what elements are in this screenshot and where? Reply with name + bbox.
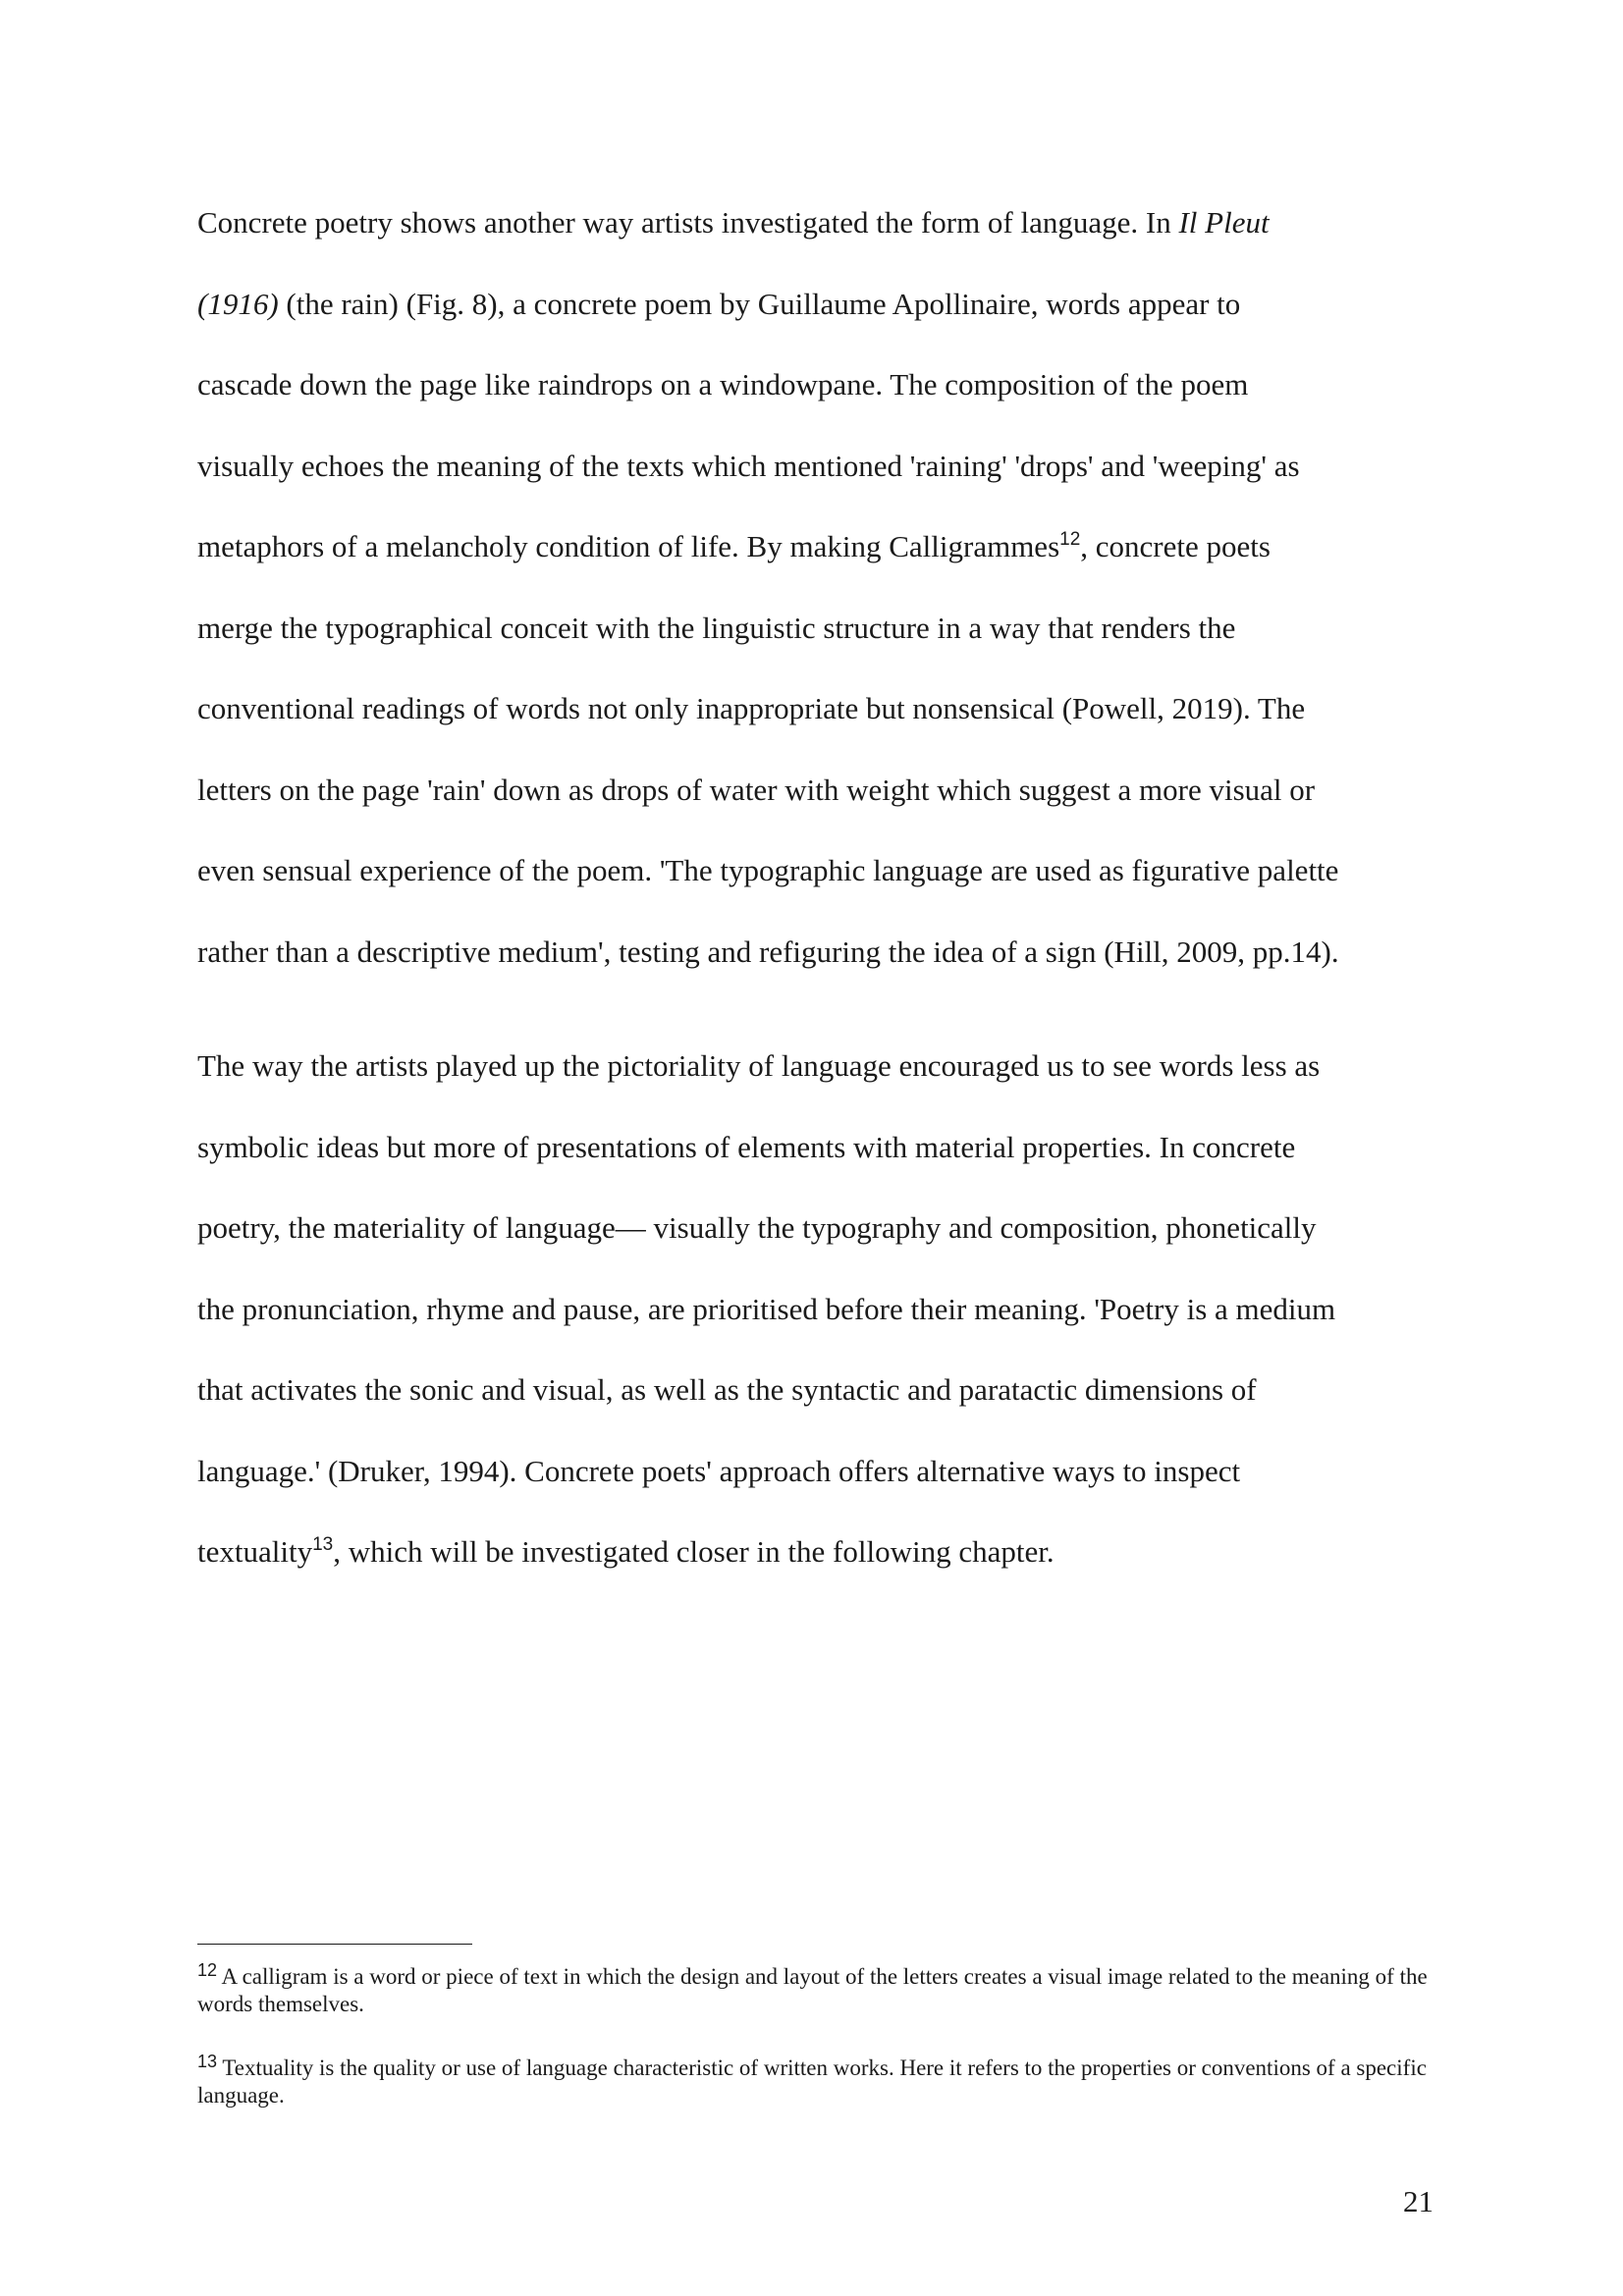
paragraph-line: symbolic ideas but more of presentations of elements with material properties. In concrete xyxy=(197,1129,1296,1164)
paragraph-line: visually echoes the meaning of the texts which mentioned 'raining' 'drops' and 'weeping' as xyxy=(197,448,1300,483)
line-text: textuality xyxy=(197,1534,313,1569)
paragraph-line: language.' (Druker, 1994). Concrete poets' approach offers alternative ways to inspect xyxy=(197,1453,1241,1488)
footnote-number: 12 xyxy=(197,1960,218,1980)
line-text: (the rain) (Fig. 8), a concrete poem by Guillaume Apollinaire, words appear to xyxy=(278,286,1241,321)
body-paragraph-1 xyxy=(197,183,1444,992)
footnote-13 xyxy=(197,2052,1444,2109)
footnote-text: Textuality is the quality or use of language characteristic of written works. Here it refers to the properties or conventions of a specific language. xyxy=(197,2056,1427,2108)
paragraph-line: letters on the page 'rain' down as drops of water with weight which suggest a more visual or xyxy=(197,772,1316,807)
line-text: , which will be investigated closer in the following chapter. xyxy=(333,1534,1055,1569)
paragraph-line: cascade down the page like raindrops on a windowpane. The composition of the poem xyxy=(197,367,1249,401)
footnote-separator xyxy=(197,1944,472,1945)
paragraph-line xyxy=(197,1512,1444,1593)
line-text: , concrete poets xyxy=(1080,529,1271,563)
paragraph-line: merge the typographical conceit with the linguistic structure in a way that renders the xyxy=(197,610,1236,645)
paragraph-line: poetry, the materiality of language— visually the typography and composition, phonetically xyxy=(197,1210,1317,1245)
footnote-reference-12[interactable]: 12 xyxy=(1059,529,1081,550)
paragraph-line: that activates the sonic and visual, as well as the syntactic and paratactic dimensions of xyxy=(197,1372,1257,1407)
paragraph-line xyxy=(197,264,1444,346)
poem-year-italic: (1916) xyxy=(197,286,279,321)
page-number: 21 xyxy=(1403,2184,1434,2218)
paragraph-line: The way the artists played up the pictoriality of language encouraged us to see words less as xyxy=(197,1048,1321,1083)
poem-title-italic: Il Pleut xyxy=(1178,205,1270,240)
paragraph-line: even sensual experience of the poem. 'The typographic language are used as figurative palette xyxy=(197,853,1339,887)
paragraph-line: the pronunciation, rhyme and pause, are prioritised before their meaning. 'Poetry is a medium xyxy=(197,1291,1336,1326)
footnote-text: A calligram is a word or piece of text in which the design and layout of the letters creates a visual image related to the meaning of the words themselves. xyxy=(197,1964,1428,2016)
paragraph-line xyxy=(197,183,1444,264)
footnote-reference-13[interactable]: 13 xyxy=(312,1534,334,1555)
line-text: Concrete poetry shows another way artists investigated the form of language. In xyxy=(197,205,1179,240)
footnote-12 xyxy=(197,1960,1444,2018)
footnote-number: 13 xyxy=(197,2052,218,2071)
line-text: metaphors of a melancholy condition of life. By making Calligrammes xyxy=(197,529,1060,563)
paragraph-line xyxy=(197,507,1444,588)
paragraph-line: conventional readings of words not only inappropriate but nonsensical (Powell, 2019). The xyxy=(197,691,1306,725)
paragraph-line: rather than a descriptive medium', testing and refiguring the idea of a sign (Hill, 2009, pp.14). xyxy=(197,934,1339,969)
body-paragraph-2 xyxy=(197,1026,1444,1593)
